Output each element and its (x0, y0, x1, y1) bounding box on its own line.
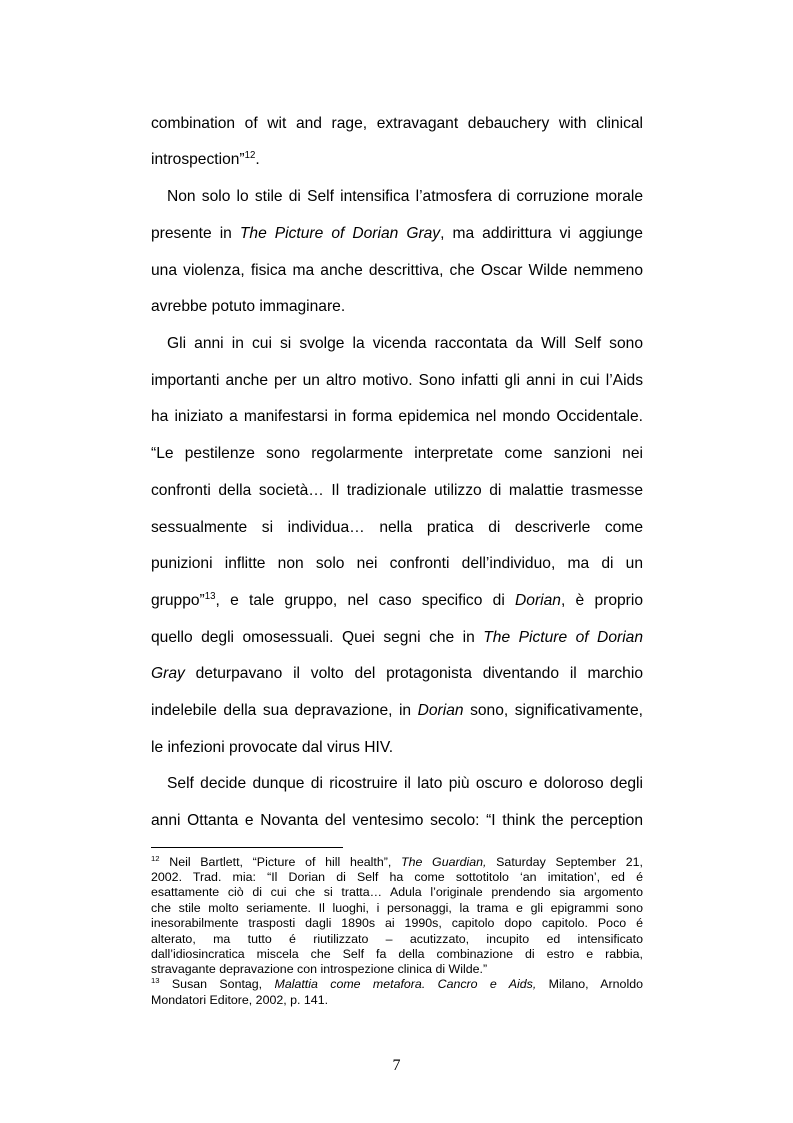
body-line: indelebile della sua depravazione, in Dorian sono, significativamente, (151, 702, 643, 719)
footnote-line: esattamente ciò di cui che si tratta… Adula l’originale prendendo sia argomento (151, 885, 643, 899)
body-line: una violenza, fisica ma anche descrittiva, che Oscar Wilde nemmeno (151, 262, 643, 279)
body-line: combination of wit and rage, extravagant debauchery with clinical (151, 115, 643, 132)
page-number: 7 (392, 1057, 401, 1074)
footnote-line: 2002. Trad. mia: “Il Dorian di Self ha come sottotitolo ‘an imitation’, ed é (151, 870, 643, 884)
body-line: sessualmente si individua… nella pratica di descriverle come (151, 519, 643, 536)
body-line: importanti anche per un altro motivo. Sono infatti gli anni in cui l’Aids (151, 372, 643, 389)
book-title: The Picture of Dorian (483, 629, 643, 646)
footnote-line: inesorabilmente trasposti dagli 1890s ai 1990s, capitolo dopo capitolo. Poco é (151, 916, 643, 930)
body-line: avrebbe potuto immaginare. (151, 298, 346, 315)
body-line: introspection”$^{12}$. (151, 149, 260, 168)
footnote-ref[interactable]: 13 (204, 590, 216, 602)
body-line: gruppo”$^{13}$, e tale gruppo, nel caso specifico di Dorian, è proprio (151, 590, 643, 609)
body-line: Gli anni in cui si svolge la vicenda raccontata da Will Self sono (167, 335, 643, 352)
footnote-ref[interactable]: 12 (244, 149, 256, 161)
body-line: Non solo lo stile di Self intensifica l’atmosfera di corruzione morale (167, 188, 643, 205)
footnote-line: $^{13}$ Susan Sontag, Malattia come metafora. Cancro e Aids, Milano, Arnoldo (151, 975, 643, 991)
footnote-line: stravagante depravazione con introspezione clinica di Wilde.” (151, 962, 488, 976)
footnote-line: Mondatori Editore, 2002, p. 141. (151, 993, 329, 1007)
footnote-line: $^{12}$ Neil Bartlett, “Picture of hill health”, The Guardian, Saturday September 21, (151, 853, 643, 869)
body-line: presente in The Picture of Dorian Gray, ma addirittura vi aggiunge (151, 225, 643, 242)
body-line: “Le pestilenze sono regolarmente interpretate come sanzioni nei (151, 445, 643, 462)
body-line: Self decide dunque di ricostruire il lato più oscuro e doloroso degli (167, 775, 643, 792)
body-line: quello degli omosessuali. Quei segni che in The Picture of Dorian (151, 629, 643, 646)
footnote-separator (151, 847, 343, 848)
book-title: Dorian (515, 592, 561, 609)
body-line: confronti della società… Il tradizionale utilizzo di malattie trasmesse (151, 482, 643, 499)
book-title: The Picture of Dorian Gray (239, 225, 441, 242)
footnote-line: alterato, ma tutto é riutilizzato – acutizzato, incupito ed intensificato (151, 932, 643, 946)
body-line: anni Ottanta e Novanta del ventesimo secolo: “I think the perception (151, 812, 643, 829)
body-line: punizioni inflitte non solo nei confronti dell’individuo, ma di un (151, 555, 643, 572)
footnote-line: che stile molto seriamente. Il luoghi, i personaggi, la trama e gli epigrammi sono (151, 901, 643, 915)
footnote-number: 13 (151, 975, 160, 985)
footnote-number: 12 (151, 853, 160, 863)
footnote-line: dall’idiosincratica miscela che Self fa della combinazione di estro e rabbia, (151, 947, 643, 961)
body-line: le infezioni provocate dal virus HIV. (151, 739, 394, 756)
body-line: Gray deturpavano il volto del protagonista diventando il marchio (151, 665, 643, 682)
book-title: Gray (151, 665, 185, 682)
book-title: Dorian (417, 702, 464, 719)
body-line: ha iniziato a manifestarsi in forma epidemica nel mondo Occidentale. (151, 408, 643, 425)
